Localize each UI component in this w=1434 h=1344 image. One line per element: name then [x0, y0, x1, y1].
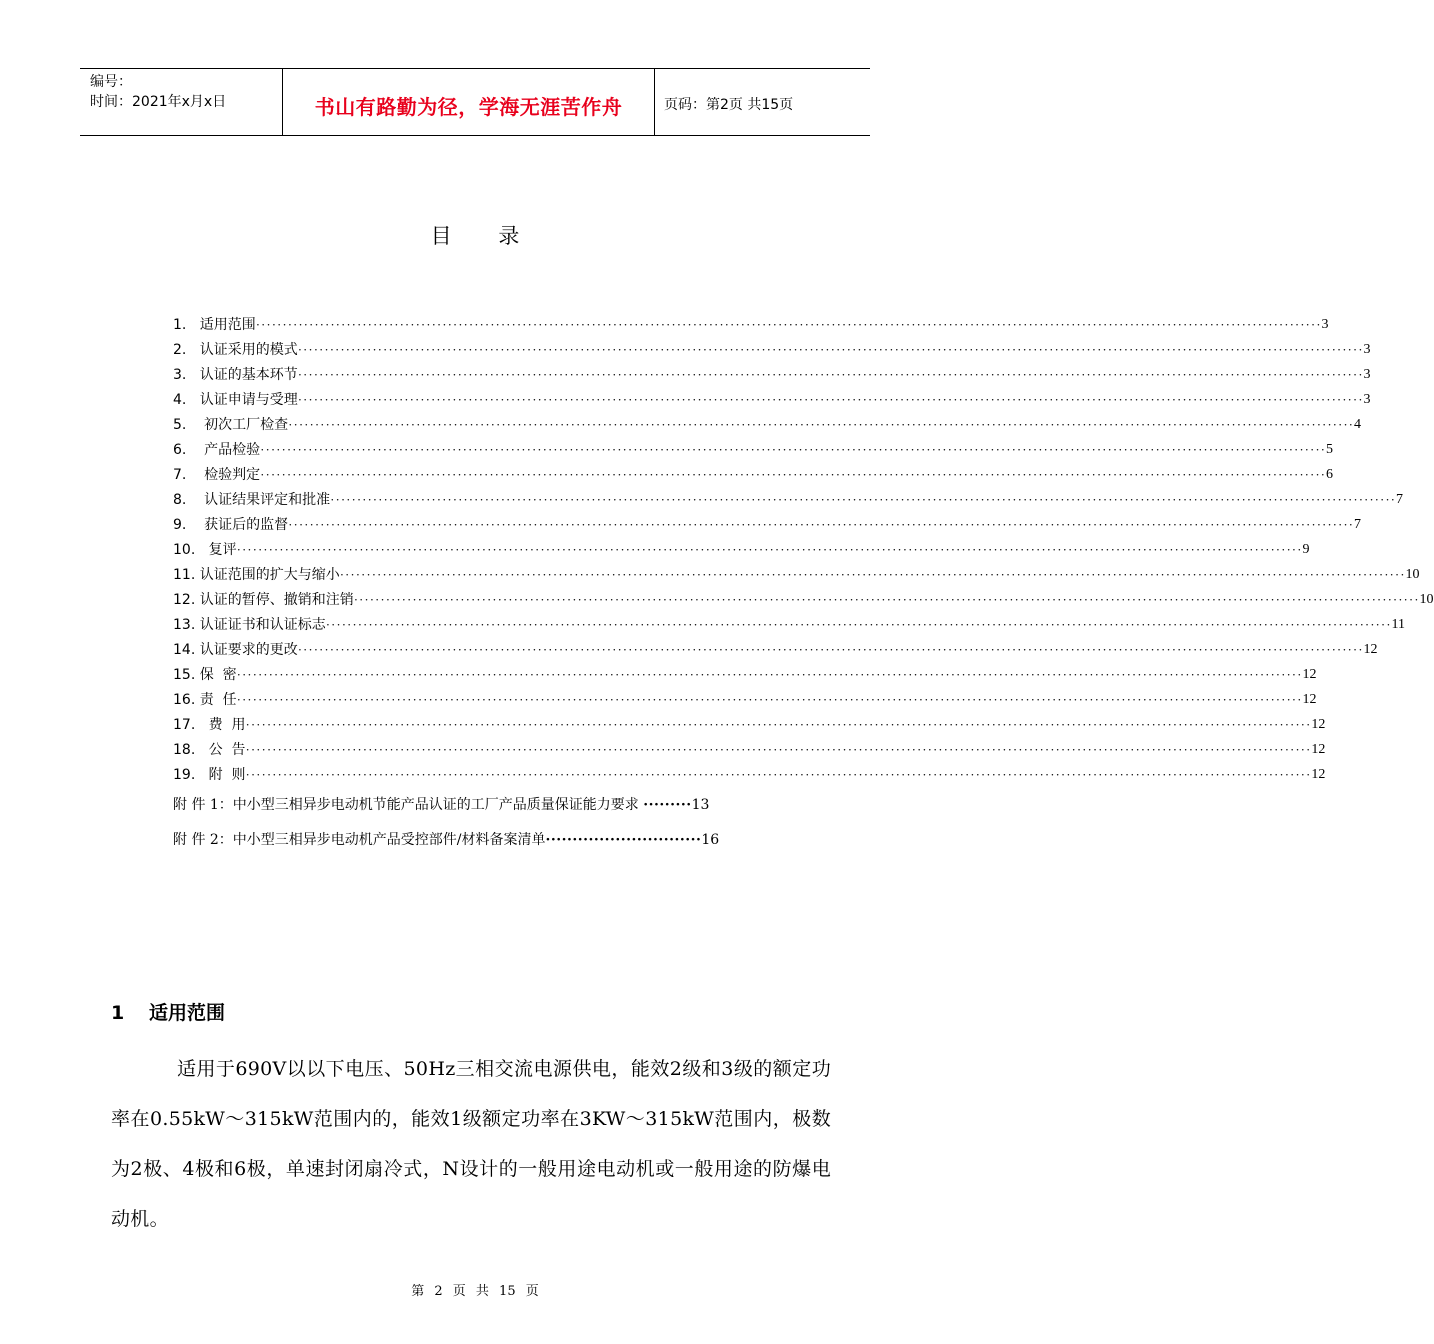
toc-item-page: 9 — [1302, 542, 1310, 557]
toc-item-label: 15. 保 密 — [173, 667, 237, 683]
page-header — [80, 68, 870, 136]
toc-leader-dots: ········································································································································································································ — [260, 467, 1326, 482]
page-footer: 第 2 页 共 15 页 — [411, 1284, 539, 1299]
toc-item[interactable] — [173, 734, 1326, 759]
toc-leader-dots: ········································································································································································································ — [288, 417, 1354, 432]
toc-item[interactable] — [173, 334, 1371, 359]
toc-item[interactable] — [173, 459, 1333, 484]
toc-item-page: 12 — [1311, 717, 1326, 732]
toc-appendix-label: 附 件 2：中小型三相异步电动机产品受控部件/材料备案清单 — [173, 832, 546, 848]
toc-item[interactable] — [173, 309, 1329, 334]
toc-item-page: 6 — [1326, 467, 1333, 482]
toc-item-label: 9. 获证后的监督 — [173, 517, 289, 533]
toc-item[interactable] — [173, 634, 1378, 659]
toc-leader-dots: ········································································································································································································ — [297, 392, 1364, 407]
toc-item-label: 2. 认证采用的模式 — [173, 342, 298, 358]
toc-leader-dots: ········································································································································································································ — [297, 642, 1364, 657]
toc-leader-dots: ········································································································································································································ — [245, 717, 1312, 732]
toc-item-label: 13. 认证证书和认证标志 — [173, 617, 326, 633]
toc-item-page: 3 — [1363, 392, 1371, 407]
toc-leader-dots: ········································································································································································································ — [339, 567, 1406, 582]
toc-item-page: 3 — [1363, 367, 1371, 382]
toc-item[interactable] — [173, 359, 1371, 384]
toc-item[interactable] — [173, 609, 1406, 634]
toc-leader-dots: ········································································································································································································ — [260, 442, 1326, 457]
header-motto: 书山有路勤为径，学海无涯苦作舟 — [314, 95, 623, 119]
toc-item-label: 5. 初次工厂检查 — [173, 417, 289, 433]
toc-leader-dots: ········································································································································································································ — [330, 492, 1396, 507]
toc-item-label: 3. 认证的基本环节 — [173, 367, 298, 383]
toc-leader-dots: ········································································································································································································ — [288, 517, 1354, 532]
toc-item[interactable] — [173, 559, 1420, 584]
toc-item[interactable] — [173, 659, 1317, 684]
toc-appendix-row[interactable] — [173, 794, 709, 814]
toc-item-page: 3 — [1321, 317, 1329, 332]
toc-appendix-label: 附 件 1：中小型三相异步电动机节能产品认证的工厂产品质量保证能力要求 — [173, 797, 644, 813]
toc-item-label: 19. 附 则 — [173, 767, 246, 783]
toc-item[interactable] — [173, 684, 1317, 709]
toc-item[interactable] — [173, 484, 1403, 509]
toc-item[interactable] — [173, 434, 1333, 459]
toc-item-page: 12 — [1302, 692, 1317, 707]
toc-item-page: 12 — [1311, 767, 1326, 782]
toc-item[interactable] — [173, 384, 1371, 409]
toc-item[interactable] — [173, 409, 1361, 434]
toc-appendix-row[interactable] — [173, 829, 719, 849]
toc-item[interactable] — [173, 509, 1361, 534]
header-divider — [654, 69, 655, 135]
toc-appendix-page: 13 — [691, 797, 710, 813]
header-meta — [90, 72, 226, 112]
toc-leader-dots: ········································································································································································································ — [236, 667, 1303, 682]
header-time-label: 时间：2021年x月x日 — [90, 94, 227, 110]
toc-leader-dots: ········································································································································································································ — [255, 317, 1322, 332]
toc-item-label: 7. 检验判定 — [173, 467, 261, 483]
toc-item-page: 10 — [1405, 567, 1420, 582]
toc-item-page: 3 — [1363, 342, 1371, 357]
section-title: 适用范围 — [149, 1002, 226, 1024]
section-number: 1 — [111, 1002, 125, 1024]
toc-leader-dots: ····························· — [545, 832, 702, 848]
toc-leader-dots: ········································································································································································································ — [236, 542, 1303, 557]
toc-appendix-page: 16 — [701, 832, 720, 848]
toc-leader-dots: ········································································································································································································ — [325, 617, 1392, 632]
toc-item[interactable] — [173, 709, 1326, 734]
toc-item-label: 14. 认证要求的更改 — [173, 642, 298, 658]
toc-item[interactable] — [173, 759, 1326, 784]
toc-leader-dots: ········································································································································································································ — [236, 692, 1303, 707]
toc-item[interactable] — [173, 534, 1310, 559]
section-body: 适用于690V以以下电压、50Hz三相交流电源供电，能效2级和3级的额定功率在0.55kW～315kW范围内的，能效1级额定功率在3KW～315kW范围内，极数为2极、4极和6极，单速封闭扇冷式，N设计的一般用途电动机或一般用途的防爆电动机。 — [111, 1058, 831, 1230]
toc-leader-dots: ········································································································································································································ — [245, 742, 1312, 757]
toc-title: 目 录 — [430, 224, 540, 248]
toc-item-page: 5 — [1326, 442, 1333, 457]
toc-leader-dots: ········································································································································································································ — [297, 342, 1364, 357]
toc-item-label: 18. 公 告 — [173, 742, 246, 758]
toc-item-label: 8. 认证结果评定和批准 — [173, 492, 331, 508]
toc-leader-dots: ········································································································································································································ — [353, 592, 1420, 607]
toc-item-label: 11. 认证范围的扩大与缩小 — [173, 567, 340, 583]
toc-item-page: 12 — [1302, 667, 1317, 682]
toc-item-label: 4. 认证申请与受理 — [173, 392, 298, 408]
table-of-contents — [173, 309, 1434, 784]
toc-item-label: 16. 责 任 — [173, 692, 237, 708]
toc-leader-dots: ········································································································································································································ — [245, 767, 1312, 782]
section-heading — [111, 998, 225, 1025]
toc-item-label: 17. 费 用 — [173, 717, 246, 733]
toc-item-page: 7 — [1354, 517, 1361, 532]
toc-item-label: 12. 认证的暂停、撤销和注销 — [173, 592, 354, 608]
toc-item-page: 12 — [1363, 642, 1378, 657]
toc-item-label: 1. 适用范围 — [173, 317, 256, 333]
toc-item-label: 10. 复评 — [173, 542, 237, 558]
header-number-label: 编号： — [90, 74, 132, 90]
toc-item-page: 11 — [1391, 617, 1406, 632]
toc-item-page: 4 — [1354, 417, 1361, 432]
toc-item-label: 6. 产品检验 — [173, 442, 261, 458]
toc-item-page: 7 — [1396, 492, 1403, 507]
toc-leader-dots: ········· — [643, 797, 692, 813]
toc-item-page: 10 — [1419, 592, 1434, 607]
toc-item-page: 12 — [1311, 742, 1326, 757]
toc-leader-dots: ········································································································································································································ — [297, 367, 1364, 382]
toc-item[interactable] — [173, 584, 1434, 609]
header-page-info: 页码：第2页 共15页 — [664, 97, 794, 113]
